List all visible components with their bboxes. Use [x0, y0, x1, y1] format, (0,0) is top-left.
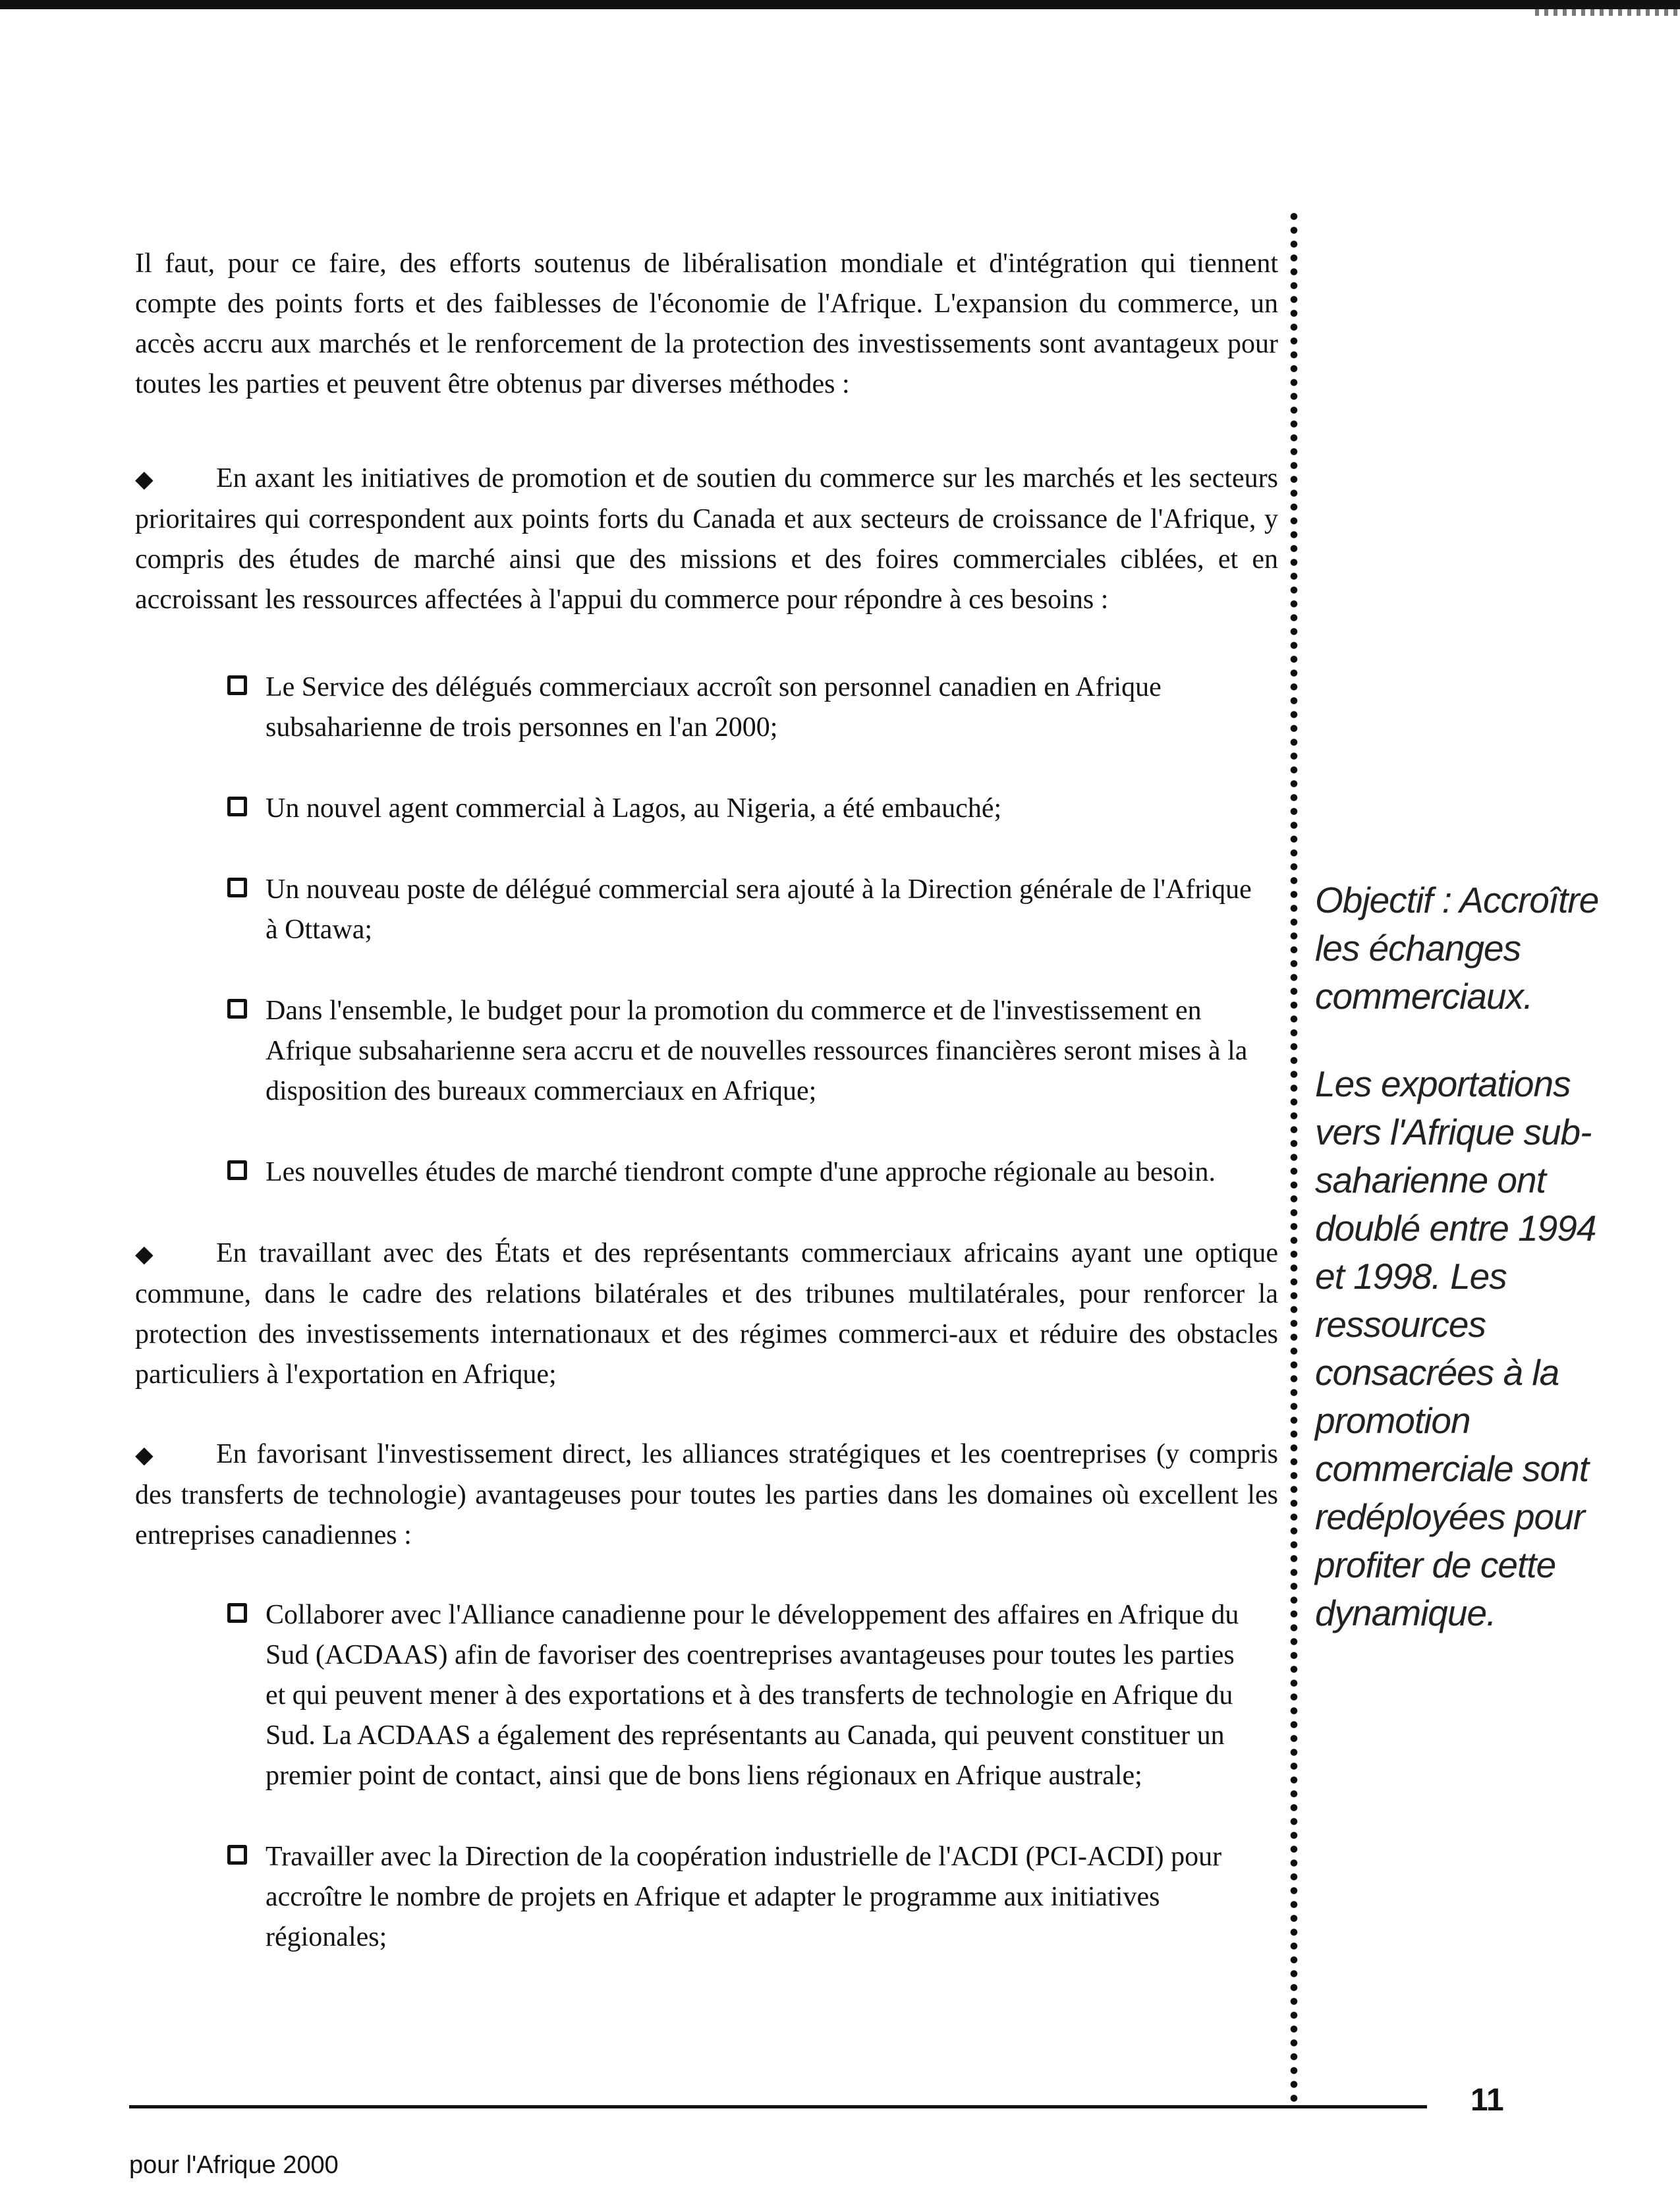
checkbox-icon — [227, 1845, 247, 1865]
diamond-icon: ◆ — [135, 1442, 154, 1468]
diamond-icon: ◆ — [135, 1241, 154, 1267]
main-column — [135, 244, 1278, 1998]
sub-list-2 — [227, 1595, 1255, 1958]
sub-item: Collaborer avec l'Alliance canadienne pour le développement des affaires en Afrique du Sud (ACDAAS) afin de favoriser des coentreprises avantageuses pour toutes les parties et qui peuvent mener à des exportations et à des transferts de technologie en Afrique du Sud. La ACDAAS a également des représentants au Canada, qui peuvent constituer un premier point de contact, ainsi que de bons liens régionaux en Afrique australe; — [227, 1595, 1255, 1796]
checkbox-icon — [227, 797, 247, 816]
page-number: 11 — [1470, 2083, 1504, 2118]
sidebar-objective: Objectif : Accroître les échanges commerciaux. — [1315, 880, 1599, 1017]
checkbox-icon — [227, 675, 247, 695]
dotted-divider — [1289, 210, 1299, 2102]
checkbox-icon — [227, 1160, 247, 1180]
bottom-rule — [129, 2105, 1427, 2108]
bullet-item-2 — [135, 1233, 1278, 1395]
top-rule-texture — [1535, 9, 1680, 16]
sub-list-1 — [227, 667, 1255, 1193]
sub-item: Un nouveau poste de délégué commercial sera ajouté à la Direction générale de l'Afrique à Ottawa; — [227, 870, 1255, 950]
footer-title: pour l'Afrique 2000 — [129, 2151, 339, 2179]
sub-item: Les nouvelles études de marché tiendront compte d'une approche régionale au besoin. — [227, 1152, 1255, 1193]
sidebar — [1315, 876, 1625, 1677]
top-rule — [0, 0, 1680, 9]
sub-item: Le Service des délégués commerciaux accroît son personnel canadien en Afrique subsaharienne de trois personnes en l'an 2000; — [227, 667, 1255, 748]
bullet-text: En axant les initiatives de promotion et de soutien du commerce sur les marchés et les secteurs prioritaires qui correspondent aux points forts du Canada et aux secteurs de croissance de l'Afrique, y compris des études de marché ainsi que des missions et des foires commerciales ciblées, et en accroissant les ressources affectées à l'appui du commerce pour répondre à ces besoins : — [135, 463, 1278, 615]
checkbox-icon — [227, 878, 247, 897]
bullet-item-3 — [135, 1434, 1278, 1556]
sub-item: Un nouvel agent commercial à Lagos, au Nigeria, a été embauché; — [227, 789, 1255, 829]
checkbox-icon — [227, 999, 247, 1019]
sidebar-note: Les exportations vers l'Afrique sub-saharienne ont doublé entre 1994 et 1998. Les ressources consacrées à la promotion commerciale sont redéployées pour profiter de cette dynamique. — [1315, 1063, 1596, 1633]
bullet-item-1 — [135, 459, 1278, 620]
sub-item: Dans l'ensemble, le budget pour la promotion du commerce et de l'investissement en Afrique subsaharienne sera accru et de nouvelles ressources financières seront mises à la disposition des bureaux commerciaux en Afrique; — [227, 991, 1255, 1112]
diamond-icon: ◆ — [135, 466, 154, 492]
bullet-text: En favorisant l'investissement direct, les alliances stratégiques et les coentreprises (y compris des transferts de technologie) avantageuses pour toutes les parties dans les domaines où excellent les entreprises canadiennes : — [135, 1439, 1278, 1550]
bullet-text: En travaillant avec des États et des représentants commerciaux africains ayant une optique commune, dans le cadre des relations bilatérales et des tribunes multilatérales, pour renforcer la protection des investissements internationaux et des régimes commerci-aux et réduire des obstacles particuliers à l'exportation en Afrique; — [135, 1238, 1278, 1390]
checkbox-icon — [227, 1603, 247, 1623]
sub-item: Travailler avec la Direction de la coopération industrielle de l'ACDI (PCI-ACDI) pour accroître le nombre de projets en Afrique et adapter le programme aux initiatives régionales; — [227, 1837, 1255, 1958]
intro-paragraph: Il faut, pour ce faire, des efforts soutenus de libéralisation mondiale et d'intégration qui tiennent compte des points forts et des faiblesses de l'économie de l'Afrique. L'expansion du commerce, un accès accru aux marchés et le renforcement de la protection des investissements sont avantageux pour toutes les parties et peuvent être obtenus par diverses méthodes : — [135, 248, 1278, 399]
